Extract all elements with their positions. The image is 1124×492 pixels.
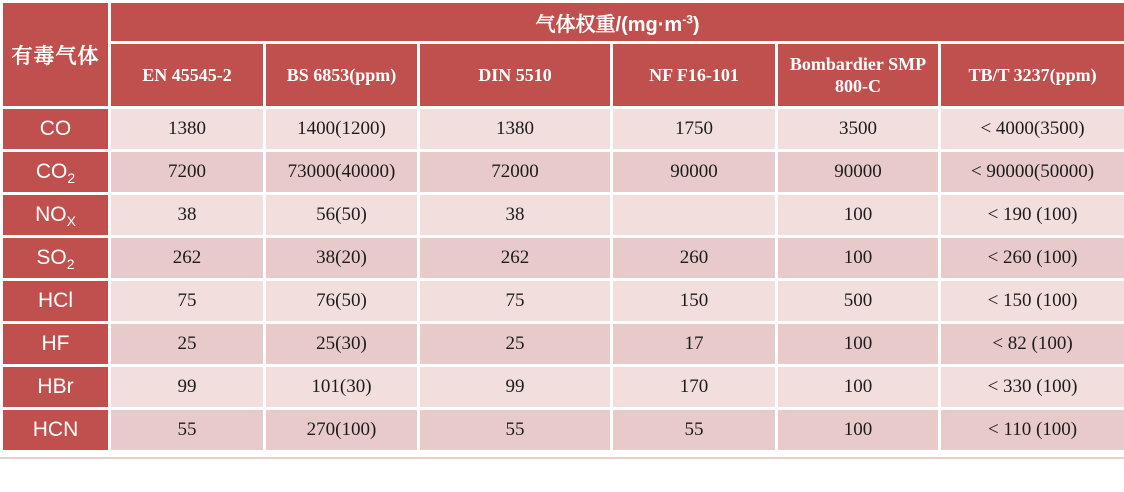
value-cell: 100 <box>777 323 940 366</box>
value-cell: 170 <box>612 366 777 409</box>
table-row-hbr <box>2 366 1124 409</box>
value-cell: 262 <box>419 237 612 280</box>
table-row-nox <box>2 194 1124 237</box>
value-cell: 1400(1200) <box>265 108 419 151</box>
table-row-so2 <box>2 237 1124 280</box>
value-cell: 1380 <box>419 108 612 151</box>
gas-label-text: CO <box>39 117 72 140</box>
table-row-co <box>2 108 1124 151</box>
value-cell: < 4000(3500) <box>940 108 1124 151</box>
value-cell: 55 <box>419 409 612 452</box>
value-cell: 3500 <box>777 108 940 151</box>
gas-label-text: HCN <box>32 418 79 441</box>
table-row-hcn <box>2 409 1124 452</box>
column-header-row <box>2 43 1124 108</box>
gas-label-co <box>2 108 110 151</box>
table-row-hcl <box>2 280 1124 323</box>
gas-label-hf <box>2 323 110 366</box>
value-cell: 262 <box>110 237 265 280</box>
gas-label-hcl <box>2 280 110 323</box>
value-cell: 55 <box>612 409 777 452</box>
bottom-rule <box>0 457 1124 459</box>
gas-label-text: NO <box>35 203 67 226</box>
value-cell: < 330 (100) <box>940 366 1124 409</box>
value-cell: 100 <box>777 366 940 409</box>
column-header-nf-f16-101: NF F16-101 <box>612 43 777 108</box>
gas-label-subscript: 2 <box>67 170 76 187</box>
value-cell: 100 <box>777 237 940 280</box>
value-cell: 100 <box>777 409 940 452</box>
value-cell: 500 <box>777 280 940 323</box>
value-cell: 25(30) <box>265 323 419 366</box>
group-header-text: 气体权重/(mg·m <box>535 13 683 36</box>
gas-label-hbr <box>2 366 110 409</box>
value-cell: 76(50) <box>265 280 419 323</box>
value-cell: 38 <box>419 194 612 237</box>
value-cell: 90000 <box>612 151 777 194</box>
gas-label-text: HBr <box>37 375 74 398</box>
gas-label-hcn <box>2 409 110 452</box>
column-header-bombardier-smp-800-c: Bombardier SMP 800-C <box>777 43 940 108</box>
gas-label-text: CO <box>35 160 68 183</box>
value-cell: 1750 <box>612 108 777 151</box>
gas-label-text: HCl <box>38 289 73 312</box>
value-cell: 75 <box>110 280 265 323</box>
value-cell: 150 <box>612 280 777 323</box>
column-header-din-5510: DIN 5510 <box>419 43 612 108</box>
value-cell: 25 <box>110 323 265 366</box>
column-header-bs-6853: BS 6853(ppm) <box>265 43 419 108</box>
value-cell: 101(30) <box>265 366 419 409</box>
value-cell: 56(50) <box>265 194 419 237</box>
value-cell <box>612 194 777 237</box>
value-cell: < 90000(50000) <box>940 151 1124 194</box>
value-cell: 7200 <box>110 151 265 194</box>
value-cell: 73000(40000) <box>265 151 419 194</box>
value-cell: 55 <box>110 409 265 452</box>
value-cell: 38(20) <box>265 237 419 280</box>
value-cell: < 190 (100) <box>940 194 1124 237</box>
gas-label-nox <box>2 194 110 237</box>
value-cell: 99 <box>110 366 265 409</box>
table-row-hf <box>2 323 1124 366</box>
value-cell: 25 <box>419 323 612 366</box>
gas-label-text: HF <box>41 332 70 355</box>
value-cell: 1380 <box>110 108 265 151</box>
group-header-row <box>2 2 1124 43</box>
group-header-superscript: -3 <box>682 11 693 26</box>
gas-label-text: SO <box>36 246 67 269</box>
value-cell: 17 <box>612 323 777 366</box>
corner-header: 有毒气体 <box>2 2 110 108</box>
gas-label-subscript: 2 <box>66 256 75 273</box>
value-cell: 90000 <box>777 151 940 194</box>
value-cell: < 150 (100) <box>940 280 1124 323</box>
value-cell: 100 <box>777 194 940 237</box>
group-header-suffix: ) <box>692 13 700 36</box>
gas-label-co2 <box>2 151 110 194</box>
value-cell: 260 <box>612 237 777 280</box>
value-cell: < 82 (100) <box>940 323 1124 366</box>
value-cell: 270(100) <box>265 409 419 452</box>
gas-label-subscript: X <box>66 213 76 230</box>
group-header <box>110 2 1124 43</box>
value-cell: < 110 (100) <box>940 409 1124 452</box>
table-row-co2 <box>2 151 1124 194</box>
value-cell: 72000 <box>419 151 612 194</box>
column-header-en-45545-2: EN 45545-2 <box>110 43 265 108</box>
gas-label-so2 <box>2 237 110 280</box>
value-cell: 99 <box>419 366 612 409</box>
value-cell: 38 <box>110 194 265 237</box>
value-cell: 75 <box>419 280 612 323</box>
value-cell: < 260 (100) <box>940 237 1124 280</box>
column-header-tbt-3237: TB/T 3237(ppm) <box>940 43 1124 108</box>
